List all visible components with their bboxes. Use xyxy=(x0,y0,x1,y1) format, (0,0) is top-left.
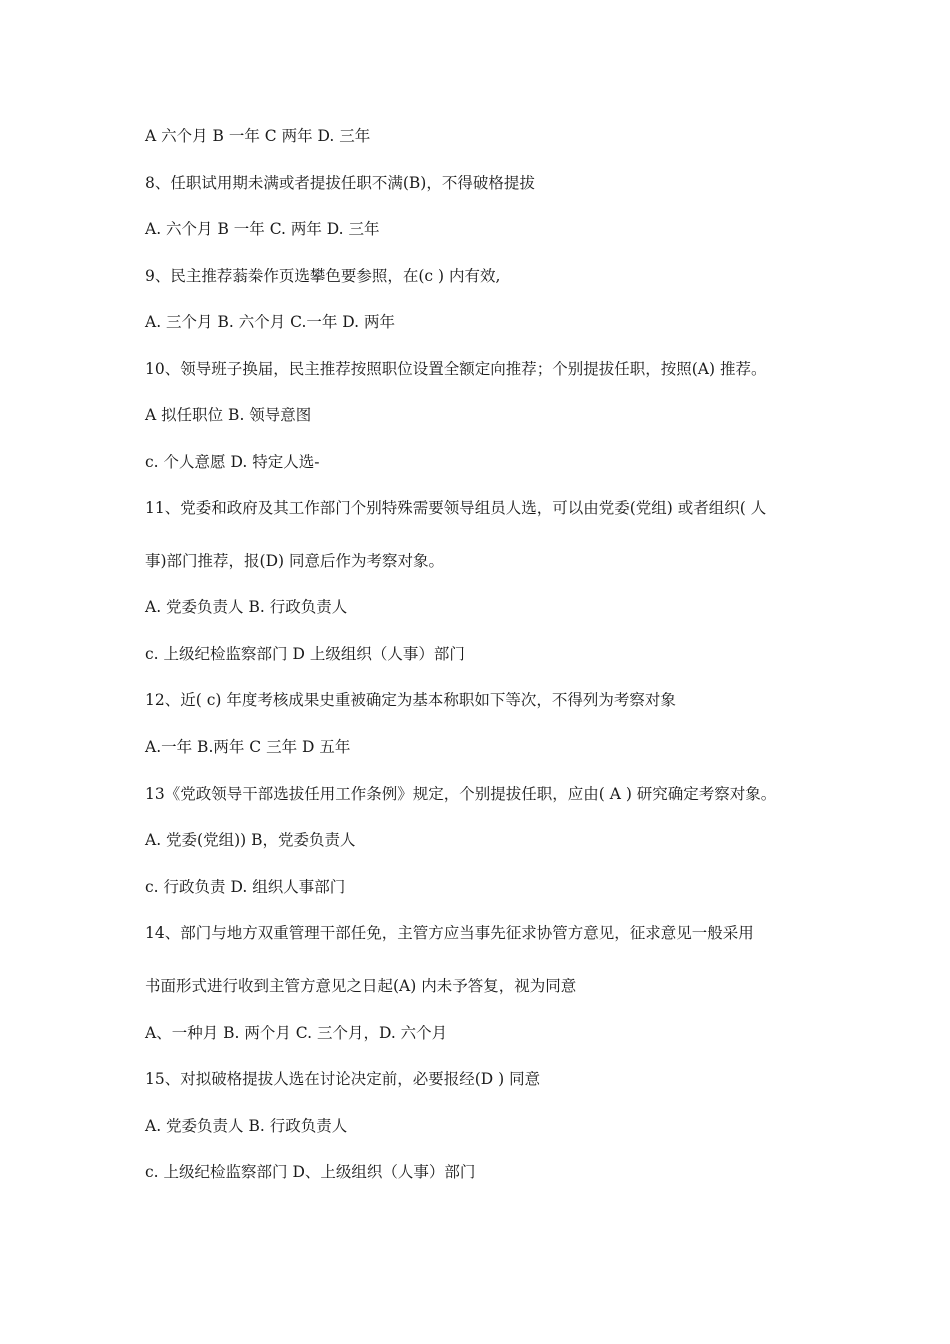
question-14-cont: 书面形式进行收到主管方意见之日起(A) 内未予答复，视为同意 xyxy=(145,977,577,995)
question-11: 11、党委和政府及其工作部门个别特殊需要领导组员人选，可以由党委(党组) 或者组织( 人 xyxy=(145,499,767,517)
options-11-b: c. 上级纪检监察部门 D 上级组织（人事）部门 xyxy=(145,645,465,663)
question-14: 14、部门与地方双重管理干部任免，主管方应当事先征求协管方意见，征求意见一般采用 xyxy=(145,924,754,942)
question-9: 9、民主推荐蓊桊作页选攀色要参照，在(c ) 内有效, xyxy=(145,267,501,285)
options-15-b: c. 上级纪检监察部门 D、上级组织（人事）部门 xyxy=(145,1163,476,1181)
options-14: A、一种月 B. 两个月 C. 三个月，D. 六个月 xyxy=(145,1024,448,1042)
question-15: 15、对拟破格提拔人选在讨论决定前，必要报经(D ) 同意 xyxy=(145,1070,541,1088)
question-11-cont: 事)部门推荐，报(D) 同意后作为考察对象。 xyxy=(145,552,444,570)
options-13-b: c. 行政负责 D. 组织人事部门 xyxy=(145,878,346,896)
question-13: 13《党政领导干部选拔任用工作条例》规定，个别提拔任职，应由( A ) 研究确定考察对象。 xyxy=(145,785,777,803)
question-8: 8、任职试用期未满或者提拔任职不满(B)，不得破格提拔 xyxy=(145,174,535,192)
options-10-b: c. 个人意愿 D. 特定人选- xyxy=(145,453,320,471)
question-12: 12、近( c) 年度考核成果史重被确定为基本称职如下等次，不得列为考察对象 xyxy=(145,691,676,709)
options-12: A.一年 B.两年 C 三年 D 五年 xyxy=(145,738,351,756)
options-8: A. 六个月 B 一年 C. 两年 D. 三年 xyxy=(145,220,380,238)
options-13-a: A. 党委(党组)) B，党委负责人 xyxy=(145,831,356,849)
question-10: 10、领导班子换届，民主推荐按照职位设置全额定向推荐；个别提拔任职，按照(A) 推荐。 xyxy=(145,360,767,378)
options-15-a: A. 党委负责人 B. 行政负责人 xyxy=(145,1117,348,1135)
options-9: A. 三个月 B. 六个月 C.一年 D. 两年 xyxy=(145,313,396,331)
options-10-a: A 拟任职位 B. 领导意图 xyxy=(145,406,312,424)
text-line: A 六个月 B 一年 C 两年 D. 三年 xyxy=(145,127,371,145)
options-11-a: A. 党委负责人 B. 行政负责人 xyxy=(145,598,348,616)
